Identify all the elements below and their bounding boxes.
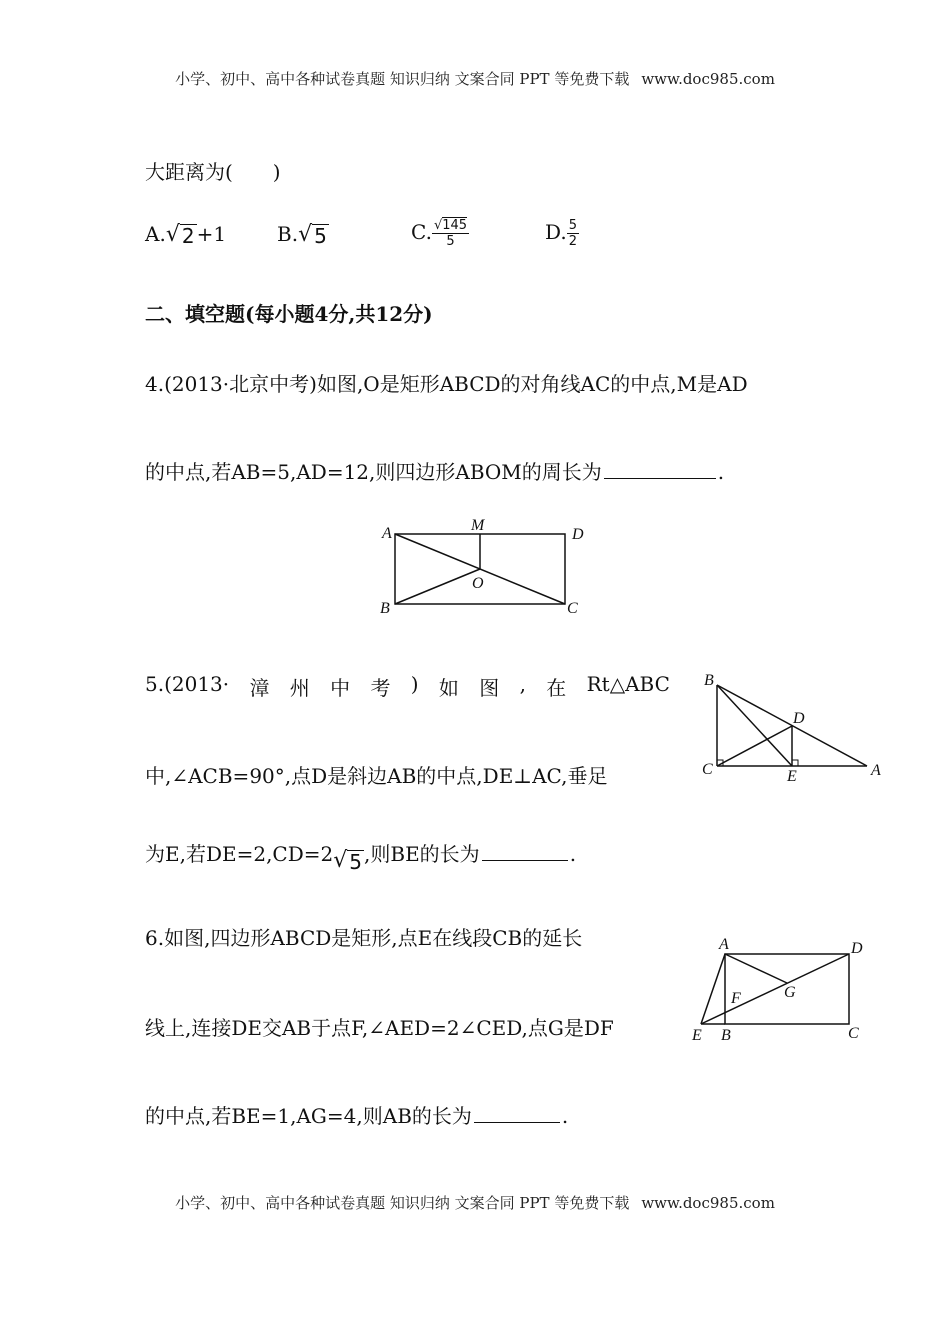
q6-line3: [145, 1100, 568, 1129]
label-a: A: [719, 936, 729, 953]
option-d-denominator: 2: [568, 234, 577, 249]
q5-part: 州: [289, 676, 310, 700]
sqrt-icon: √ 5: [333, 848, 363, 874]
section2-title: 二、填空题(每小题4分,共12分): [145, 302, 433, 326]
segment-ag: [725, 954, 787, 983]
q5-line3: [145, 838, 577, 874]
q6-line3-text: 的中点,若BE=1,AG=4,则AB的长为: [145, 1104, 472, 1128]
footer-text: 小学、初中、高中各种试卷真题 知识归纳 文案合同 PPT 等免费下载: [175, 1194, 630, 1212]
label-m: M: [471, 517, 485, 534]
label-g: G: [784, 984, 796, 1001]
q5-part: ): [410, 672, 419, 696]
label-e: E: [692, 1027, 702, 1044]
option-a-label: A.: [145, 222, 166, 246]
label-d: D: [851, 940, 863, 957]
label-o: O: [472, 575, 484, 592]
q5-part: 如: [438, 676, 459, 700]
q5-part: ,: [519, 672, 526, 696]
segment-ed: [701, 954, 849, 1024]
q5-answer-blank[interactable]: [482, 859, 568, 861]
label-d: D: [793, 710, 805, 727]
option-d-numerator: 5: [568, 218, 577, 233]
footer-url: www.doc985.com: [641, 1194, 775, 1212]
segment-ea: [701, 954, 725, 1024]
label-d: D: [572, 526, 584, 543]
label-a: A: [871, 762, 881, 779]
sqrt-icon: √ 2: [165, 222, 195, 248]
option-a-radicand: 2: [181, 224, 195, 248]
q6-answer-blank[interactable]: [474, 1121, 560, 1123]
q4-line2-text: 的中点,若AB=5,AD=12,则四边形ABOM的周长为: [145, 460, 602, 484]
q5-part: 考: [370, 676, 391, 700]
q3-tail: 大距离为( ): [145, 160, 281, 184]
label-e: E: [787, 768, 797, 785]
option-b: [277, 222, 329, 247]
q4-line2-end: .: [717, 460, 725, 484]
q5-part: 图: [479, 676, 500, 700]
option-b-radicand: 5: [314, 224, 327, 248]
sqrt-icon: √: [433, 218, 443, 233]
label-c: C: [848, 1025, 859, 1042]
option-a-plus: +1: [196, 222, 227, 246]
option-b-label: B.: [277, 222, 299, 246]
q5-part: 5.(2013·: [145, 672, 230, 696]
q6-line1: 6.如图,四边形ABCD是矩形,点E在线段CB的延长: [145, 926, 583, 950]
option-c-label: C.: [411, 220, 432, 244]
option-c-fraction: [432, 218, 469, 249]
segment-bo: [395, 569, 480, 604]
option-d-fraction: [567, 218, 579, 249]
q6-line3-end: .: [561, 1104, 569, 1128]
q5-part: 在: [546, 676, 567, 700]
option-d-label: D.: [545, 220, 567, 244]
q5-line3-end: .: [569, 842, 577, 866]
sqrt-icon: √ 5: [298, 222, 327, 248]
q5-part: Rt△ABC: [586, 672, 670, 696]
label-a: A: [382, 525, 392, 542]
q4-figure: [370, 512, 600, 622]
label-c: C: [702, 761, 713, 778]
segment-cd: [717, 726, 792, 766]
header-url: www.doc985.com: [641, 70, 775, 88]
q6-line2: 线上,连接DE交AB于点F,∠AED=2∠CED,点G是DF: [145, 1016, 614, 1040]
header-text: 小学、初中、高中各种试卷真题 知识归纳 文案合同 PPT 等免费下载: [175, 70, 630, 88]
q5-part: 漳: [249, 676, 270, 700]
option-a: [145, 222, 226, 247]
option-c-denominator: 5: [446, 234, 455, 249]
q4-line2: [145, 456, 724, 485]
label-f: F: [731, 990, 741, 1007]
option-c: [411, 218, 469, 249]
right-angle-e: [792, 760, 798, 766]
label-b: B: [380, 600, 390, 617]
q5-line2: 中,∠ACB=90°,点D是斜边AB的中点,DE⊥AC,垂足: [145, 764, 608, 788]
option-c-numerator: 145: [442, 218, 468, 233]
q5-line3-pre: 为E,若DE=2,CD=2: [145, 842, 334, 866]
label-c: C: [567, 600, 578, 617]
q5-line1: [145, 672, 670, 701]
option-d: [545, 218, 579, 249]
q4-answer-blank[interactable]: [604, 477, 716, 479]
q5-line3-post: ,则BE的长为: [364, 842, 480, 866]
q4-line1: 4.(2013·北京中考)如图,O是矩形ABCD的对角线AC的中点,M是AD: [145, 372, 748, 396]
label-b: B: [721, 1027, 731, 1044]
q5-figure: [695, 668, 890, 786]
label-b: B: [704, 672, 714, 689]
page-header: [0, 68, 950, 89]
q5-radicand: 5: [349, 850, 363, 874]
segment-be: [717, 685, 792, 766]
page-footer: [0, 1192, 950, 1213]
q6-figure: [688, 934, 868, 1046]
q5-part: 中: [330, 676, 351, 700]
